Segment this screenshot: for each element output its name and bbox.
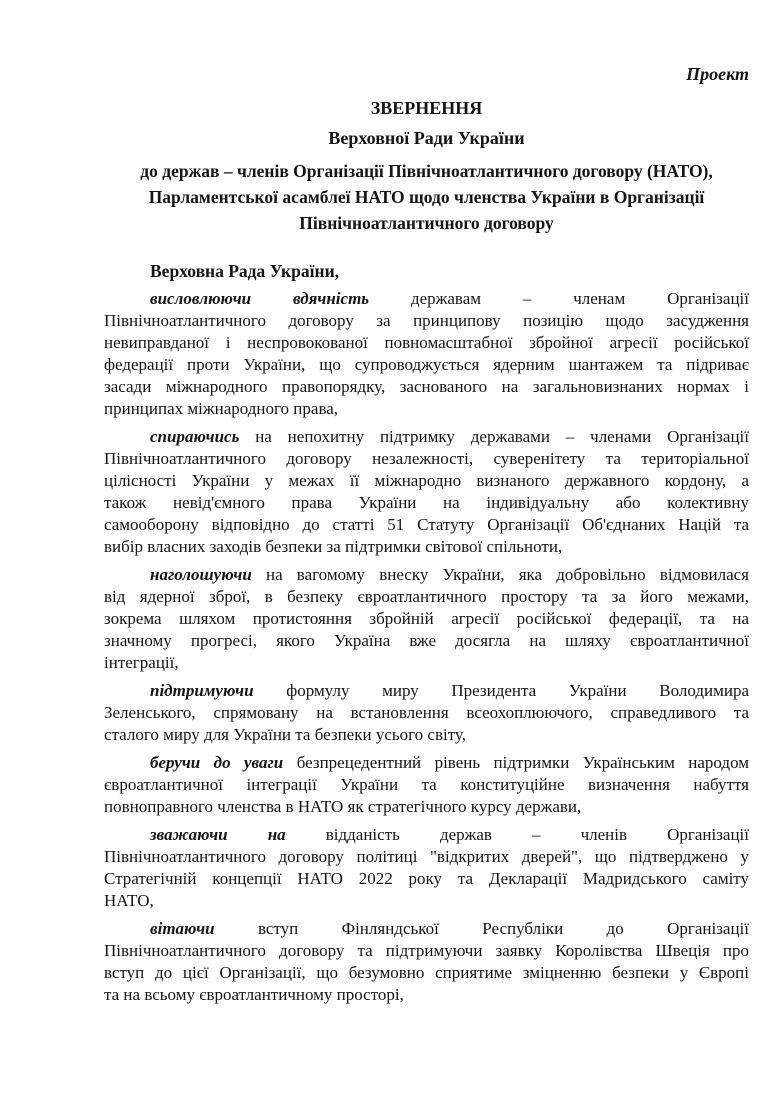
draft-stamp: Проект — [686, 64, 749, 84]
paragraph-lead-phrase: спираючись — [150, 427, 240, 446]
paragraph-text: відданість держав – членів Організації — [325, 825, 750, 844]
paragraph-text: державам – членам Організації — [410, 289, 749, 308]
paragraph-text: на непохитну підтримку державами – членами Організації — [255, 427, 749, 446]
paragraph-line: вступ до цієї Організації, що безумовно сприятиме зміцненню безпеки у Європі — [104, 963, 749, 982]
paragraph — [104, 824, 749, 912]
paragraph-line: НАТО, — [104, 891, 154, 910]
paragraph-line: від ядерної зброї, в безпеку євроатлантичного простору та за його межами, — [104, 587, 749, 606]
paragraph-line: повноправного членства в НАТО як стратегічного курсу держави, — [104, 797, 582, 816]
paragraph — [104, 288, 749, 420]
addressees-line: Парламентської асамблеї НАТО щодо членства України в Організації — [148, 187, 705, 207]
paragraph-line: засади міжнародного правопорядку, заснованого на загальновизнаних нормах і — [104, 377, 749, 396]
paragraph-line: федерації проти України, що супроводжується ядерним шантажем та підриває — [104, 355, 749, 374]
paragraph-line: сталого миру для України та безпеки усього світу, — [104, 725, 466, 744]
addressees-line: до держав – членів Організації Північноатлантичного договору (НАТО), — [140, 161, 713, 181]
paragraph — [104, 426, 749, 558]
paragraph — [104, 680, 749, 746]
paragraph-line: зокрема шляхом протистояння збройній агресії російської федерації, та на — [104, 609, 749, 628]
paragraph-line — [104, 824, 749, 846]
paragraph-line: самооборону відповідно до статті 51 Статуту Організації Об'єднаних Націй та — [104, 515, 749, 534]
paragraph-lead-phrase: підтримуючи — [150, 681, 254, 700]
paragraph-line: Північноатлантичного договору за принципову позицію щодо засудження — [104, 311, 749, 330]
paragraph-lead-phrase: зважаючи на — [150, 825, 286, 844]
paragraph-text: на вагомому внеску України, яка добровільно відмовилася — [265, 565, 749, 584]
paragraph-line — [104, 752, 749, 774]
paragraph-line: принципах міжнародного права, — [104, 399, 339, 418]
paragraph-line: інтеграції, — [104, 653, 179, 672]
paragraph-line: невиправданої і неспровокованої повномасштабної збройної агресії російської — [104, 333, 749, 352]
paragraph-line — [104, 426, 749, 448]
addressees-line: Північноатлантичного договору — [299, 213, 554, 233]
paragraph-lead-phrase: висловлюючи вдячність — [150, 289, 370, 308]
paragraph-lead-phrase: наголошуючи — [150, 565, 252, 584]
document-title: ЗВЕРНЕННЯ — [370, 98, 483, 118]
paragraph-line: Зеленського, спрямовану на встановлення всеохоплюючого, справедливого та — [104, 703, 749, 722]
document-issuer: Верховної Ради України — [328, 128, 525, 148]
paragraph — [104, 752, 749, 818]
paragraph-line — [104, 288, 749, 310]
paragraph — [104, 918, 749, 1006]
paragraph-line: та на всьому євроатлантичному просторі, — [104, 985, 404, 1004]
paragraph-text: безпрецедентний рівень підтримки Українським народом — [296, 753, 750, 772]
paragraph-line: Північноатлантичного договору та підтримуючи заявку Королівства Швеція про — [104, 941, 749, 960]
paragraph-text: формулу миру Президента України Володимира — [286, 681, 750, 700]
paragraph-line: також невід'ємного права України на індивідуальну або колективну — [104, 493, 749, 512]
salutation: Верховна Рада України, — [150, 261, 340, 281]
paragraph-line: Північноатлантичного договору політиці "відкритих дверей", що підтверджено у — [104, 847, 749, 866]
paragraph-line — [104, 918, 749, 940]
paragraph-lead-phrase: вітаючи — [150, 919, 215, 938]
paragraph-line: Північноатлантичного договору незалежності, суверенітету та територіальної — [104, 449, 749, 468]
paragraph-lead-phrase: беручи до уваги — [150, 753, 284, 772]
paragraph-line: євроатлантичної інтеграції України та конституційне визначення набуття — [104, 775, 749, 794]
paragraph-line: Стратегічній концепції НАТО 2022 року та Декларації Мадридського саміту — [104, 869, 749, 888]
paragraph-line: вибір власних заходів безпеки за підтримки світової спільноти, — [104, 537, 563, 556]
paragraph-line: значному прогресі, якого Україна вже досягла на шляху євроатлантичної — [104, 631, 749, 650]
paragraph — [104, 564, 749, 674]
paragraph-text: вступ Фінляндської Республіки до Організації — [258, 919, 749, 938]
paragraph-line — [104, 680, 749, 702]
paragraph-line — [104, 564, 749, 586]
document-addressees — [104, 158, 749, 236]
paragraph-line: цілісності України у межах її міжнародно визнаного державного кордону, а — [104, 471, 749, 490]
